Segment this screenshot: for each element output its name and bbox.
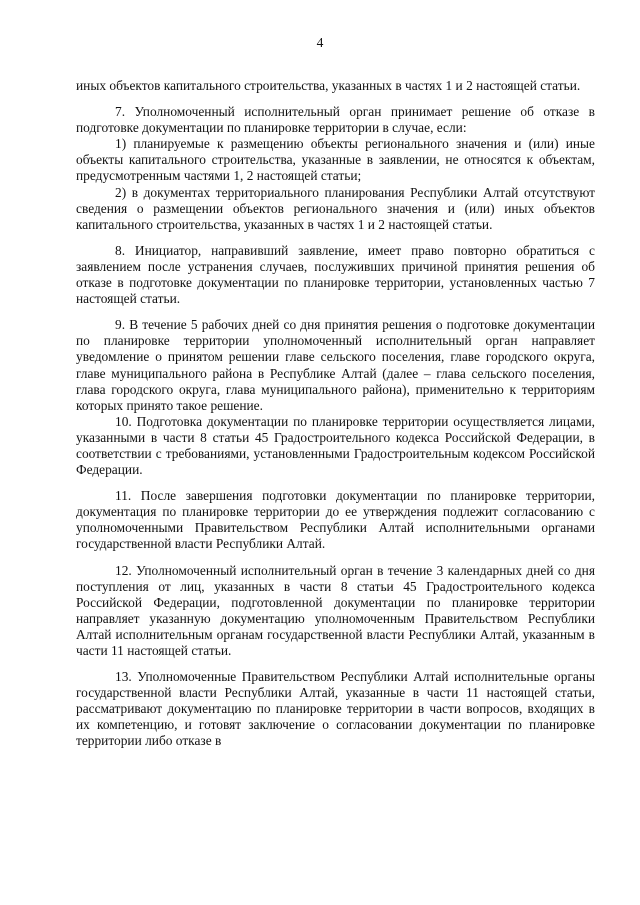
paragraph-11: 11. После завершения подготовки документации по планировке территории, документация по планировке территории до ее утверждения подлежит согласованию с уполномоченными Правительством Республики Алтай исполнительными органами государственной власти Республики Алтай. xyxy=(76,488,595,552)
paragraph-8: 8. Инициатор, направивший заявление, имеет право повторно обратиться с заявлением после устранения случаев, послуживших причиной принятия решения об отказе в подготовке документации по планировке территории, установленных частью 7 настоящей статьи. xyxy=(76,242,595,307)
paragraph-12: 12. Уполномоченный исполнительный орган в течение 3 календарных дней со дня поступления от лиц, указанных в части 8 статьи 45 Градостроительного кодекса Российской Федерации, подготовленной документации по планировке территории направляет указанную документацию уполномоченным Правительством Республики Алтай исполнительным органам государственной власти Республики Алтай, указанным в части 11 настоящей статьи. xyxy=(76,562,595,658)
page-number: 4 xyxy=(316,35,324,50)
paragraph-7: 7. Уполномоченный исполнительный орган принимает решение об отказе в подготовке документации по планировке территории в случае, если: xyxy=(76,104,595,136)
paragraph-continuation: иных объектов капитального строительства, указанных в частях 1 и 2 настоящей статьи. xyxy=(76,78,581,93)
paragraph-7-item-2: 2) в документах территориального планирования Республики Алтай отсутствуют сведения о размещении объектов регионального значения и (или) иных объектов капитального строительства, указанных в частях 1 и 2 настоящей статьи. xyxy=(76,184,595,232)
paragraph-13: 13. Уполномоченные Правительством Республики Алтай исполнительные органы государственной власти Республики Алтай, указанные в части 11 настоящей статьи, рассматривают документацию по планировке территории в части вопросов, входящих в их компетенцию, и готовят заключение о согласовании документации по планировке территории либо отказе в xyxy=(76,669,595,749)
paragraph-7-item-1: 1) планируемые к размещению объекты регионального значения и (или) иные объекты капитального строительства, указанные в заявлении, не относятся к объектам, предусмотренным частями 1, 2 настоящей статьи; xyxy=(76,136,595,184)
paragraph-9: 9. В течение 5 рабочих дней со дня принятия решения о подготовке документации по планировке территории уполномоченный исполнительный орган направляет уведомление о принятом решении главе сельского поселения, главе городского округа, главе муниципального района в Республике Алтай (далее – глава сельского поселения, глава городского округа, глава муниципального района), применительно к территориям которых принято такое решение. xyxy=(76,317,595,413)
paragraph-10: 10. Подготовка документации по планировке территории осуществляется лицами, указанными в части 8 статьи 45 Градостроительного кодекса Российской Федерации, в соответствии с требованиями, установленными Градостроительным кодексом Российской Федерации. xyxy=(76,413,595,478)
document-body xyxy=(76,78,595,750)
